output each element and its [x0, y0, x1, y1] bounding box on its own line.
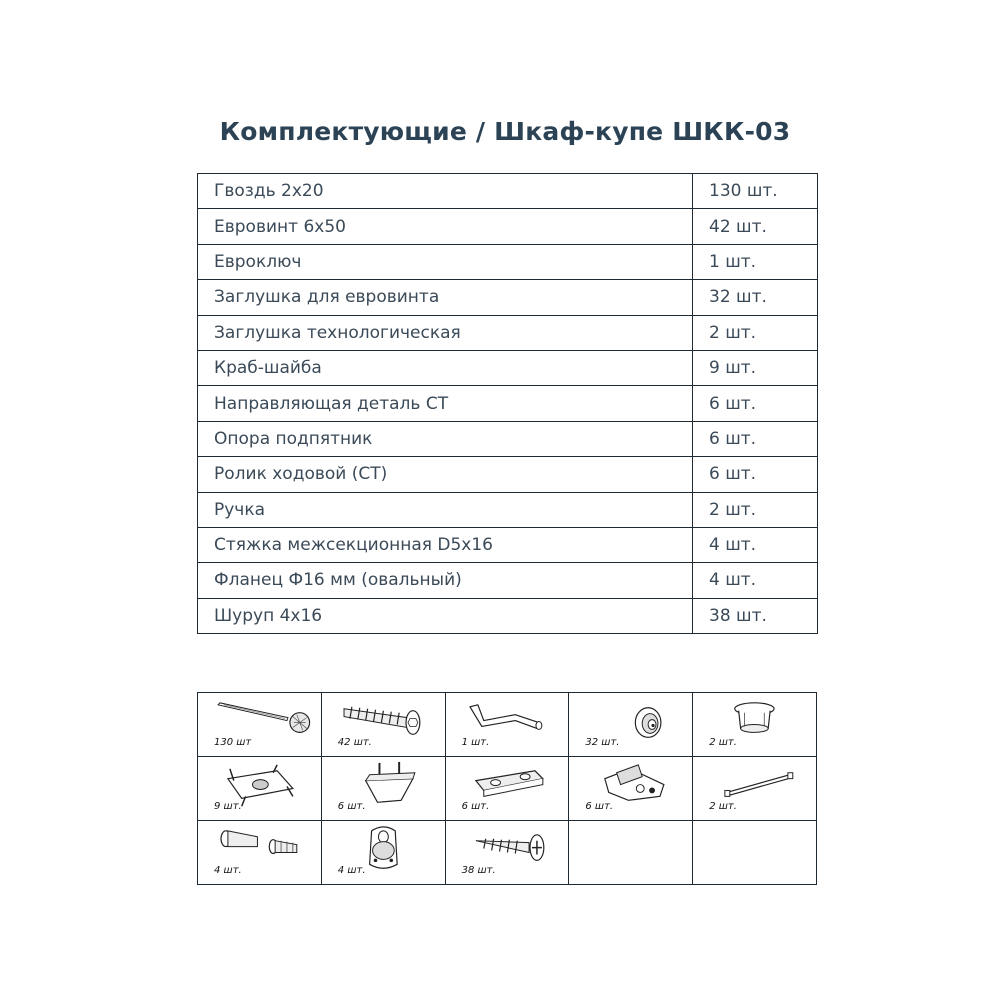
pictogram-cell [322, 757, 446, 821]
pictogram-cell [198, 821, 322, 885]
empty-cell [569, 821, 693, 885]
table-row [198, 244, 818, 279]
part-qty: 130 шт. [693, 174, 818, 209]
table-row [198, 492, 818, 527]
table-row [198, 174, 818, 209]
part-qty: 1 шт. [693, 244, 818, 279]
part-name: Заглушка технологическая [198, 315, 693, 350]
pictogram-cell [322, 693, 446, 757]
part-qty: 4 шт. [693, 527, 818, 562]
part-qty: 6 шт. [693, 457, 818, 492]
table-row [198, 527, 818, 562]
pictogram-count: 42 шт. [337, 737, 372, 748]
empty-cell [693, 821, 817, 885]
pictogram-cell [446, 693, 570, 757]
table-row [198, 457, 818, 492]
table-row [198, 386, 818, 421]
part-name: Гвоздь 2х20 [198, 174, 693, 209]
pictogram-cell [569, 693, 693, 757]
pictogram-cell [569, 757, 693, 821]
pictogram-count: 2 шт. [709, 801, 737, 812]
pictogram-cell [446, 757, 570, 821]
pictogram-count: 38 шт. [461, 865, 496, 876]
part-name: Евровинт 6х50 [198, 209, 693, 244]
pictogram-cell [446, 821, 570, 885]
pictogram-count: 4 шт. [214, 865, 242, 876]
pictogram-count: 2 шт. [709, 737, 737, 748]
pictogram-count: 6 шт. [461, 801, 490, 812]
pictogram-cell [693, 693, 817, 757]
part-qty: 38 шт. [693, 598, 818, 633]
table-row [198, 315, 818, 350]
part-qty: 42 шт. [693, 209, 818, 244]
part-name: Направляющая деталь СТ [198, 386, 693, 421]
table-row [198, 209, 818, 244]
part-name: Краб-шайба [198, 350, 693, 385]
table-row [198, 563, 818, 598]
pictogram-count: 130 шт [214, 737, 252, 748]
table-row [198, 598, 818, 633]
part-qty: 6 шт. [693, 421, 818, 456]
page-title: Комплектующие / Шкаф-купе ШКК-03 [219, 117, 791, 146]
pictogram-count: 4 шт. [337, 865, 366, 876]
part-qty: 9 шт. [693, 350, 818, 385]
pictogram-grid [197, 692, 817, 885]
pictogram-count: 1 шт. [461, 737, 490, 748]
pictogram-cell [693, 757, 817, 821]
table-row [198, 350, 818, 385]
part-name: Заглушка для евровинта [198, 280, 693, 315]
pictogram-cell [322, 821, 446, 885]
pictogram-count: 9 шт. [214, 801, 242, 812]
part-name: Стяжка межсекционная D5х16 [198, 527, 693, 562]
pictogram-count: 6 шт. [337, 801, 366, 812]
part-qty: 2 шт. [693, 315, 818, 350]
pictogram-count: 32 шт. [585, 737, 620, 748]
pictogram-cell [198, 757, 322, 821]
part-qty: 6 шт. [693, 386, 818, 421]
pictogram-count: 6 шт. [585, 801, 614, 812]
part-qty: 2 шт. [693, 492, 818, 527]
parts-table [197, 173, 818, 634]
pictogram-cell [198, 693, 322, 757]
part-name: Фланец Ф16 мм (овальный) [198, 563, 693, 598]
part-name: Ролик ходовой (СТ) [198, 457, 693, 492]
part-qty: 4 шт. [693, 563, 818, 598]
part-qty: 32 шт. [693, 280, 818, 315]
table-row [198, 280, 818, 315]
part-name: Евроключ [198, 244, 693, 279]
part-name: Ручка [198, 492, 693, 527]
part-name: Шуруп 4х16 [198, 598, 693, 633]
part-name: Опора подпятник [198, 421, 693, 456]
table-row [198, 421, 818, 456]
